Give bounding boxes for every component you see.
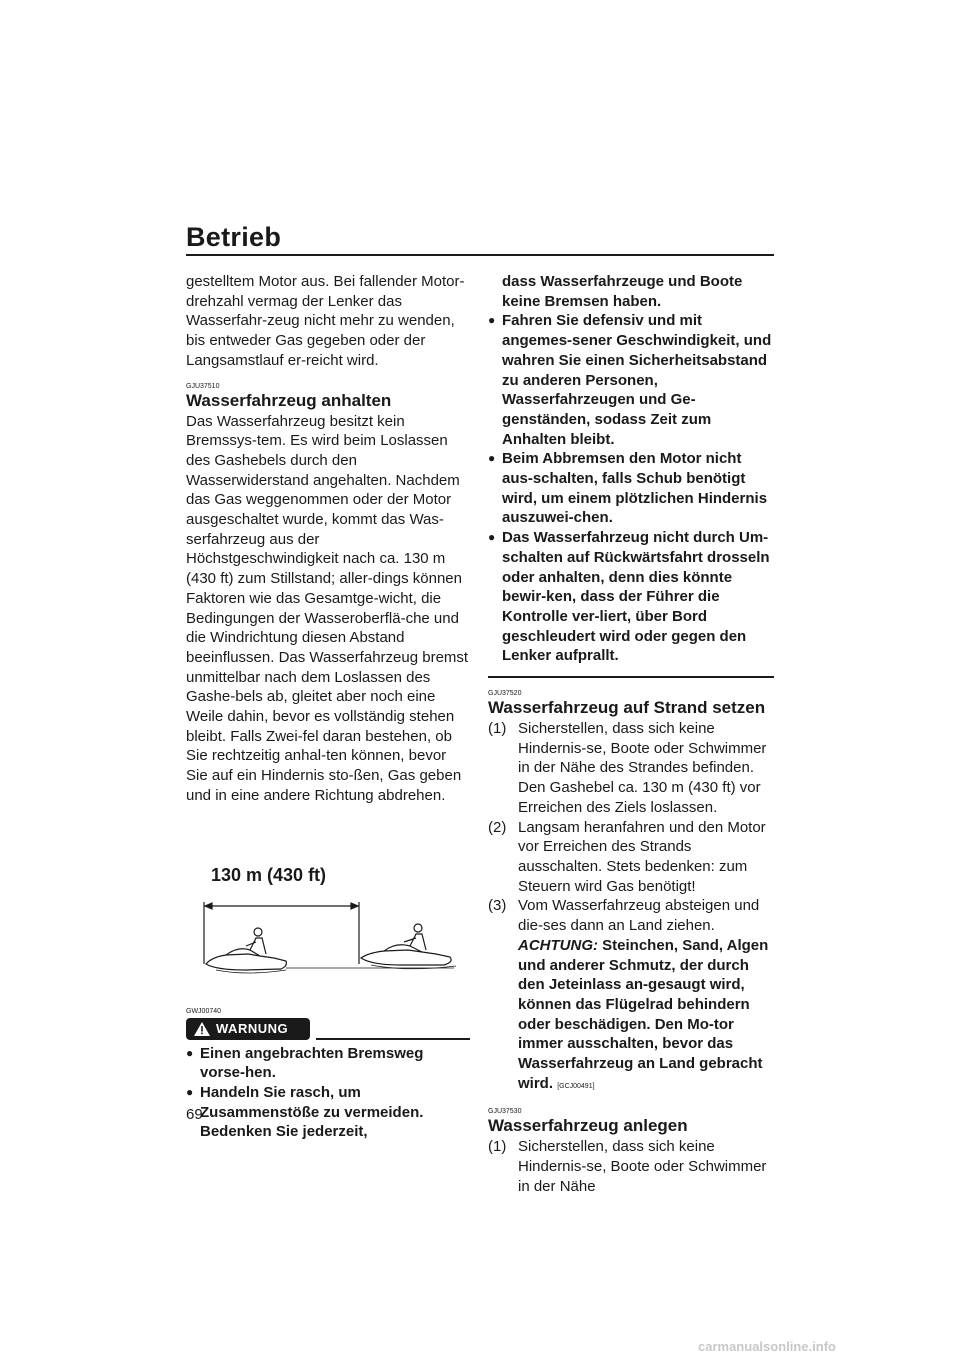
right-column: [488, 272, 774, 1197]
warning-badge: [186, 1018, 310, 1040]
warning-list-continued: [488, 311, 774, 666]
list-item: ● Beim Abbremsen den Motor nicht aus-schalten, falls Schub benötigt wird, um einem plötzlichen Hindernis auszuwei-chen.: [488, 450, 768, 527]
braking-distance-illustration: [186, 866, 470, 996]
section-heading-strand: Wasserfahrzeug auf Strand setzen: [488, 698, 766, 718]
warning-code: GWJ00740: [186, 1007, 222, 1015]
section-heading-anhalten: Wasserfahrzeug anhalten: [186, 390, 392, 410]
bullet-icon: ●: [488, 530, 496, 545]
warning-rule: [316, 1038, 470, 1040]
caution-label: ACHTUNG:: [518, 936, 598, 954]
anlegen-steps: [488, 1137, 774, 1196]
list-item: (3) Vom Wasserfahrzeug absteigen und die-ses dann an Land ziehen. ACHTUNG: Steinchen, Sand, Algen und anderer Schmutz, der durch den Jeteinlass an-gesaugt wird, können das Flügelrad behindern oder beschädigen. Den Mo-tor immer ausschalten, bevor das Wasserfahrzeug an Land gebracht wird. [GCJ00491]: [488, 897, 769, 1092]
watermark: carmanualsonline.info: [698, 1339, 836, 1354]
section-code: GJU37510: [186, 382, 220, 390]
caution-text: Steinchen, Sand, Algen und anderer Schmutz, der durch den Jeteinlass an-gesaugt wird, können das Flügelrad behindern oder beschädigen. Den Mo-tor immer ausschalten, bevor das Wasserfahrzeug an Land gebracht wird.: [518, 936, 769, 1092]
bullet-icon: ●: [186, 1045, 194, 1060]
warning-end-rule: [488, 676, 774, 678]
distance-label: 130 m (430 ft): [211, 864, 327, 885]
warning-icon: [194, 1022, 210, 1036]
list-item: ● Das Wasserfahrzeug nicht durch Um-schalten auf Rückwärtsfahrt drosseln oder anhalten, denn dies könnte bewir-ken, dass der Führer die Kontrolle ver-liert, über Bord geschleudert wird oder gegen den Lenker aufprallt.: [488, 529, 770, 665]
bullet-icon: ●: [488, 451, 496, 466]
page-number: 69: [186, 1106, 203, 1123]
list-item: (2) Langsam heranfahren und den Motor vor Erreichen des Strands ausschalten. Stets bedenken: zum Steuern wird Gas benötigt!: [488, 818, 766, 895]
left-column: [186, 272, 470, 1142]
header-divider: [186, 254, 774, 256]
section-heading-anlegen: Wasserfahrzeug anlegen: [488, 1116, 688, 1136]
list-item: (1) Sicherstellen, dass sich keine Hindernis-se, Boote oder Schwimmer in der Nähe: [488, 1138, 767, 1195]
list-item: ● Einen angebrachten Bremsweg vorse-hen.: [186, 1044, 424, 1082]
bullet-icon: ●: [488, 313, 496, 328]
section-code: GJU37520: [488, 690, 522, 698]
warning-list: [186, 1044, 470, 1143]
watercraft-drawing: [186, 866, 470, 996]
page-title: Betrieb: [186, 222, 282, 252]
caution-code: [GCJ00491]: [557, 1082, 595, 1090]
section-code: GJU37530: [488, 1108, 522, 1116]
warning-continuation: dass Wasserfahrzeuge und Boote keine Bremsen haben.: [502, 273, 743, 310]
bullet-icon: ●: [186, 1084, 194, 1099]
warning-label: WARNUNG: [216, 1020, 289, 1036]
list-item: ● Handeln Sie rasch, um Zusammenstöße zu vermeiden. Bedenken Sie jederzeit,: [186, 1083, 424, 1141]
intro-paragraph: gestelltem Motor aus. Bei fallender Motor-drehzahl vermag der Lenker das Wasserfahr-zeug nicht mehr zu wenden, bis entweder Gas gegeben oder der Langsamstlauf er-reicht wird.: [186, 273, 465, 369]
strand-steps: [488, 719, 774, 1096]
warning-header: [186, 1018, 470, 1040]
list-item: ● Fahren Sie defensiv und mit angemes-sener Geschwindigkeit, und wahren Sie einen Sicherheitsabstand zu anderen Personen, Wasserfahrzeugen und Ge-genständen, sodass Zeit zum Anhalten bleibt.: [488, 312, 772, 448]
list-item: (1) Sicherstellen, dass sich keine Hindernis-se, Boote oder Schwimmer in der Nähe des Strandes befinden. Den Gashebel ca. 130 m (430 ft) vor Erreichen des Ziels loslassen.: [488, 720, 767, 816]
anhalten-paragraph: Das Wasserfahrzeug besitzt kein Bremssys-tem. Es wird beim Loslassen des Gashebels durch den Wasserwiderstand angehalten. Nachdem das Gas weggenommen oder der Motor ausgeschaltet wurde, kommt das Was-serfahrzeug aus der Höchstgeschwindigkeit nach ca. 130 m (430 ft) zum Stillstand; aller-dings können Faktoren wie das Gesamtge-wicht, die Bedingungen der Wasseroberflä-che und die Windrichtung diesen Abstand beeinflussen. Das Wasserfahrzeug bremst unmittelbar nach dem Loslassen des Gashe-bels ab, gleitet aber noch eine Weile dahin, bevor es vollständig stehen bleibt. Falls Zwei-fel daran bestehen, ob Sie rechtzeitig anhal-ten können, bevor Sie auf ein Hindernis sto-ßen, Gas geben und in eine andere Richtung abdrehen.: [186, 412, 469, 804]
